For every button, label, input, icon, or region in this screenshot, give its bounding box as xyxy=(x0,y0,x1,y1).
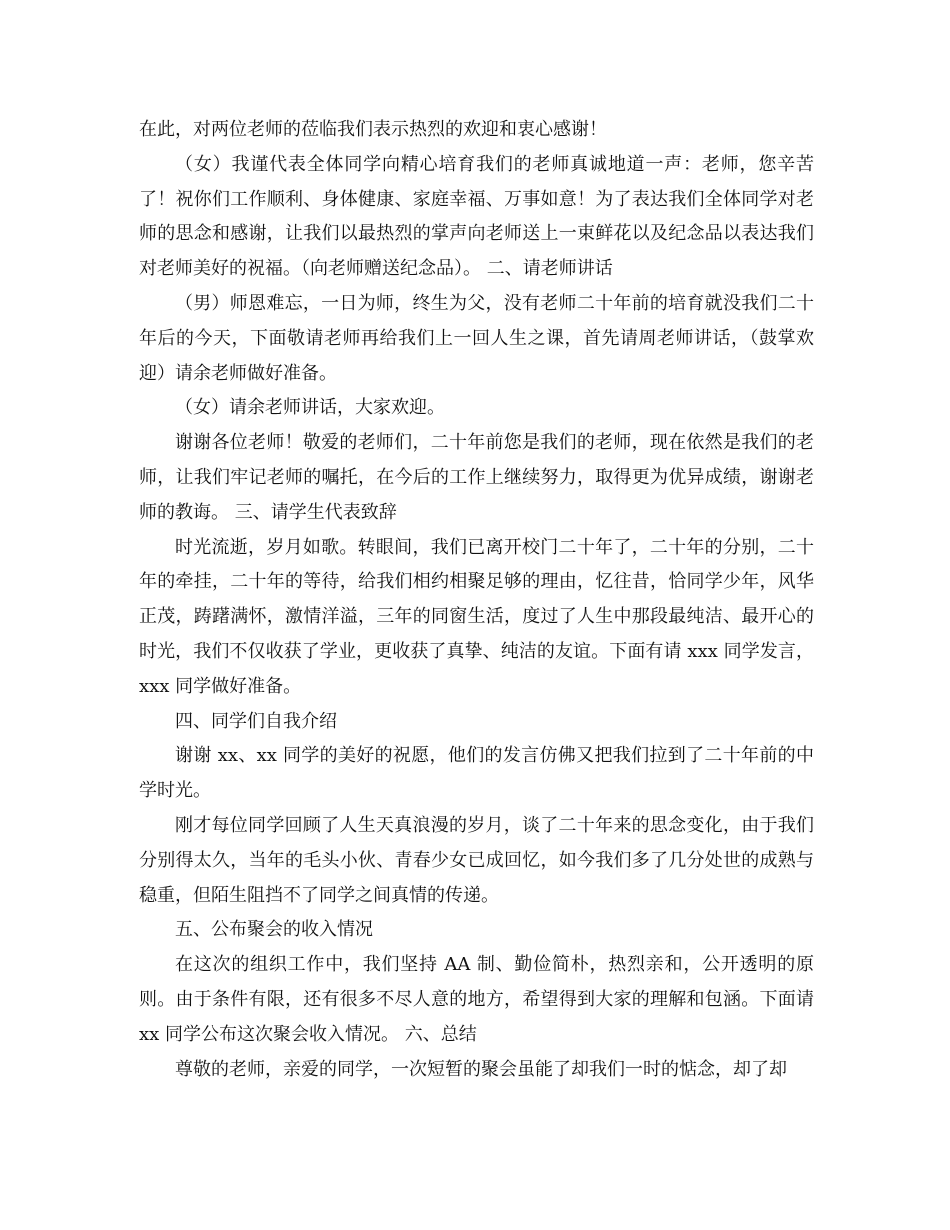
paragraph-thank-classmates: 谢谢 xx、xx 同学的美好的祝愿，他们的发言仿佛又把我们拉到了二十年前的中学时光。 xyxy=(139,745,814,802)
paragraph-female-thanks: （女）我谨代表全体同学向精心培育我们的老师真诚地道一声：老师，您辛苦了！祝你们工作顺利、身体健康、家庭幸福、万事如意！为了表达我们全体同学对老师的思念和感谢，让我们以最热烈的掌声向老师送上一束鲜花以及纪念品以表达我们对老师美好的祝福。（向老师赠送纪念品）。 二、请老师讲话 xyxy=(139,153,814,280)
paragraph-female-invite: （女）请余老师讲话，大家欢迎。 xyxy=(175,397,445,419)
document-body xyxy=(139,113,814,1087)
paragraph-student-speech: 时光流逝，岁月如歌。转眼间，我们已离开校门二十年了，二十年的分别，二十年的牵挂，二十年的等待，给我们相约相聚足够的理由，忆往昔，恰同学少年，风华正茂，踌躇满怀，激情洋溢，三年的同窗生活，度过了人生中那段最纯洁、最开心的时光，我们不仅收获了学业，更收获了真挚、纯洁的友谊。下面有请 xxx 同学发言，xxx 同学做好准备。 xyxy=(139,536,814,697)
paragraph-organization: 在这次的组织工作中，我们坚持 AA 制、勤俭简朴，热烈亲和，公开透明的原则。由于条件有限，还有很多不尽人意的地方，希望得到大家的理解和包涵。下面请 xx 同学公布这次聚会收入情况。 六、总结 xyxy=(139,954,814,1045)
section-heading-self-intro: 四、同学们自我介绍 xyxy=(175,710,337,732)
paragraph-male-intro: （男）师恩难忘，一日为师，终生为父，没有老师二十年前的培育就没我们二十年后的今天，下面敬请老师再给我们上一回人生之课，首先请周老师讲话，（鼓掌欢迎）请余老师做好准备。 xyxy=(139,292,814,384)
section-heading-income: 五、公布聚会的收入情况 xyxy=(175,919,373,941)
paragraph-closing: 尊敬的老师，亲爱的同学，一次短暂的聚会虽能了却我们一时的惦念，却了却 xyxy=(175,1058,787,1080)
paragraph-reflection: 刚才每位同学回顾了人生天真浪漫的岁月，谈了二十年来的思念变化，由于我们分别得太久，当年的毛头小伙、青春少女已成回忆，如今我们多了几分处世的成熟与稳重，但陌生阻挡不了同学之间真情的传递。 xyxy=(139,814,814,906)
paragraph-thank-teachers: 谢谢各位老师！敬爱的老师们，二十年前您是我们的老师，现在依然是我们的老师，让我们牢记老师的嘱托，在今后的工作上继续努力，取得更为优异成绩，谢谢老师的教诲。 三、请学生代表致辞 xyxy=(139,432,814,523)
paragraph-welcome: 在此，对两位老师的莅临我们表示热烈的欢迎和衷心感谢！ xyxy=(139,119,607,140)
